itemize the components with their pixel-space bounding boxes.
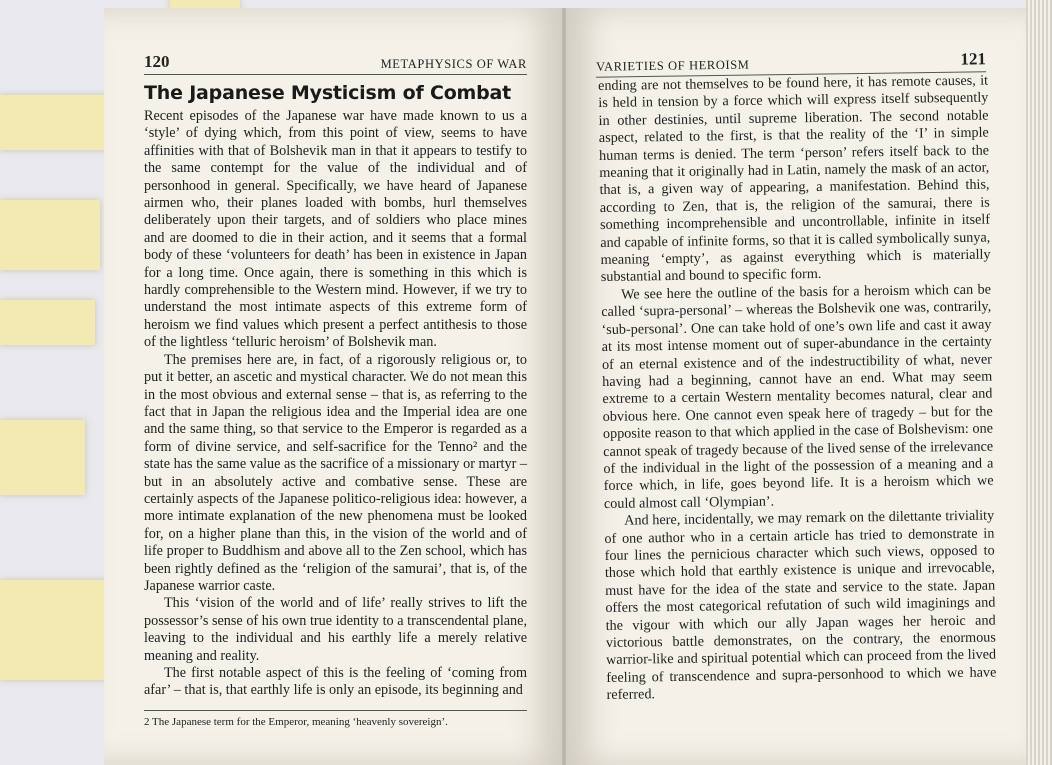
paragraph: We see here the outline of the basis for a heroism which can be called ‘supra-personal’ – whereas the Bolshevik one was, contrarily, ‘sub-personal’. One can take hold of one’s own life and cast it away at its most intense moment out of super-abundance in the certainty of an eternal existence and of the indestructibility of what, never having had a beginning, cannot have an end. What may seem extreme to a certain Western mentality becomes natural, clear and obvious here. One cannot even speak here of tragedy – but for the opposite reason to that which applied in the case of Bolshevism: one cannot speak of tragedy because of the lived sense of the irrelevance of the individual in the light of the possession of a meaning and a force which, in life, goes beyond life. It is a heroism which we could almost call ‘Olympian’. <box>601 281 994 512</box>
running-head: VARIETIES OF HEROISM <box>595 57 750 74</box>
sticky-note <box>0 300 95 345</box>
sticky-note <box>0 200 100 270</box>
page-number: 120 <box>144 52 170 71</box>
right-page <box>566 8 1026 765</box>
left-page <box>104 8 562 765</box>
paragraph: This ‘vision of the world and of life’ really strives to lift the possessor’s sense of his own true identity to a transcendental plane, leaving to the individual and his earthly life a merely relative meaning and reality. <box>144 595 527 664</box>
paragraph: The premises here are, in fact, of a rigorously religious or, to put it better, an ascetic and mystical character. We do not mean this in the most obvious and external sense – that is, as referring to the fact that in Japan the religious idea and the Imperial idea are one and the same thing, so that service to the Emperor is regarded as a form of divine service, and self-sacrifice for the Tenno² and the state has the same value as the sacrifice of a missionary or martyr – but in an absolutely active and combative sense. These are certainly aspects of the Japanese politico-religious idea: however, a more intimate explanation of the new phenomena must be looked for, on a higher plane than this, in the vision of the world and of life proper to Buddhism and above all to the Zen school, which has been rightly defined as the ‘religion of the samurai’, that is, of the Japanese warrior caste. <box>144 351 527 594</box>
sticky-note <box>0 95 110 150</box>
page-number: 121 <box>960 49 987 69</box>
running-head: METAPHYSICS OF WAR <box>380 57 527 71</box>
page-edges <box>1026 0 1052 765</box>
paragraph: And here, incidentally, we may remark on the dilettante triviality of one author who in a certain article has tried to demonstrate in four lines the pernicious character which such views, opposed to those which hold that earthly existence is unique and irrevocable, must have for the idea of the state and service to the state. Japan offers the most categorical refutation of such wild imaginings and the vigour with which our ally Japan wages her heroic and victorious battle demonstrates, on the contrary, the enormous warrior-like and spiritual potential which can proceed from the lived feeling of transcendence and supra-personhood to which we have referred. <box>604 507 997 704</box>
left-page-header <box>144 52 527 75</box>
paragraph: The first notable aspect of this is the feeling of ‘coming from afar’ – that is, that earthly life is only an episode, its beginning and <box>144 665 527 699</box>
sticky-note <box>0 580 110 680</box>
body-text <box>144 108 527 700</box>
footnote: 2 The Japanese term for the Emperor, meaning ‘heavenly sovereign’. <box>144 710 527 728</box>
section-title: The Japanese Mysticism of Combat <box>144 82 512 104</box>
body-text <box>598 73 997 705</box>
sticky-note <box>0 420 85 495</box>
paragraph: ending are not themselves to be found here, it has remote causes, it is held in tension by a force which will express itself subsequently in other destinies, until supreme liberation. The second notable aspect, related to the first, is that the reality of the ‘I’ in simple human terms is denied. The term ‘person’ refers itself back to the meaning that it originally had in Latin, namely the mask of an actor, that is, a given way of appearing, a manifestation. Behind this, according to Zen, that is, the religion of the samurai, there is something incomprehensible and uncontrollable, infinite in itself and capable of infinite forms, so that it is called symbolically sunya, meaning ‘empty’, as against everything which is materially substantial and bound to specific form. <box>598 72 991 286</box>
paragraph: Recent episodes of the Japanese war have made known to us a ‘style’ of dying which, from this point of view, seems to have affinities with that of Bolshevik man in that it appears to testify to the same contempt for the value of the individual and of personhood in general. Specifically, we have heard of Japanese airmen who, their planes loaded with bombs, hurl themselves deliberately upon their targets, and of soldiers who place mines and are doomed to die in their action, and it seems that a formal body of these ‘volunteers for death’ has been in existence in Japan for a long time. Once again, there is something in this which is hardly comprehensible to the Western mind. However, if we try to understand the most intimate aspects of this extreme form of heroism we find values which present a perfect antithesis to those of the lightless ‘telluric heroism’ of Bolshevik man. <box>144 108 527 351</box>
